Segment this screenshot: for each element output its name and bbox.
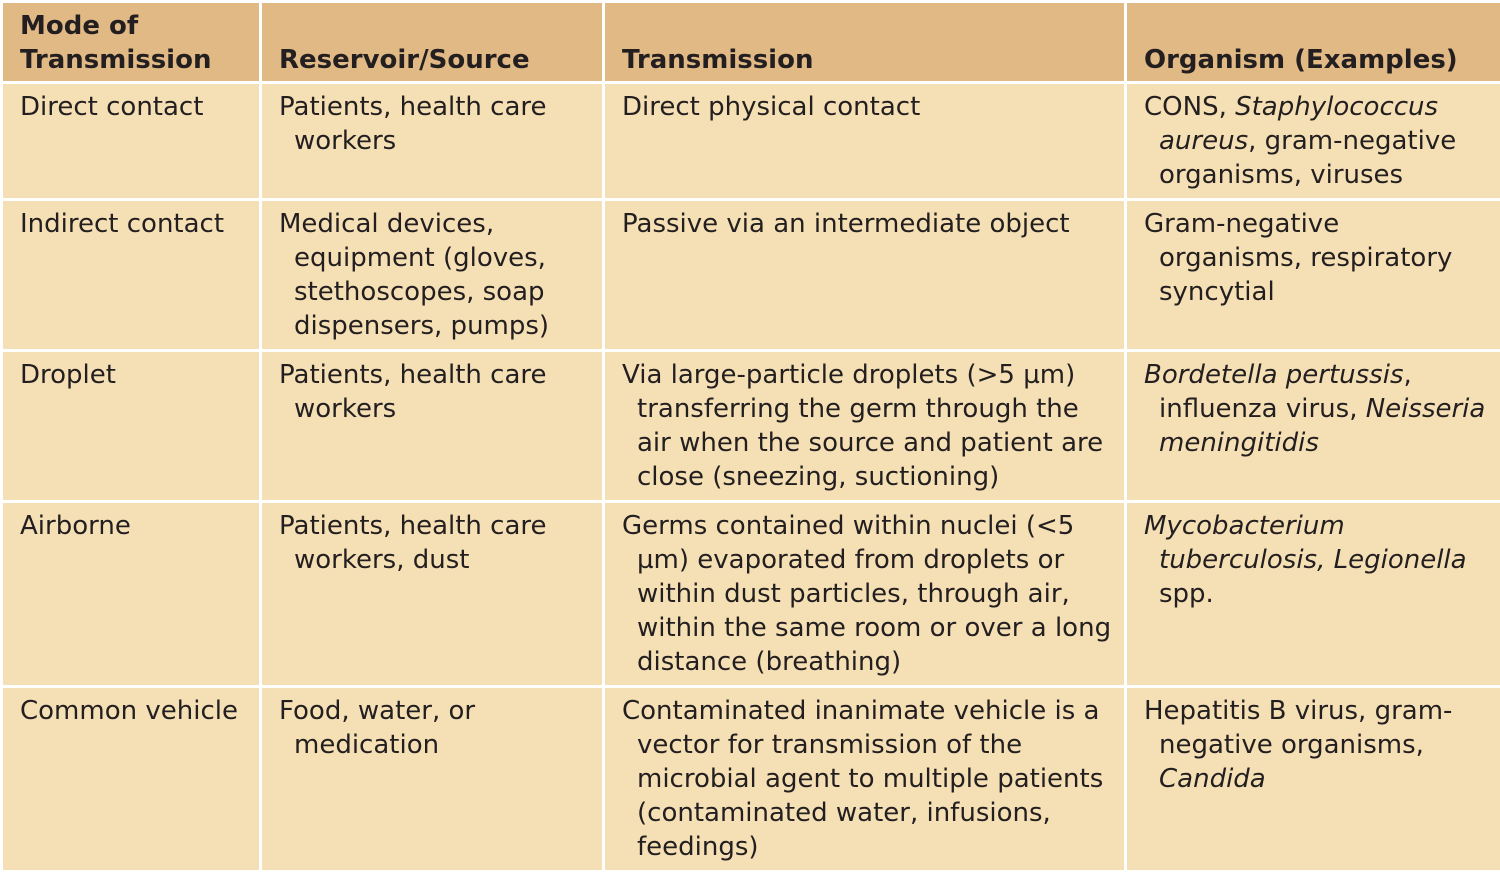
header-transmission: Transmission bbox=[604, 2, 1126, 83]
table-row bbox=[2, 687, 1500, 872]
cell-organism bbox=[1126, 502, 1500, 687]
organism-text: Bordetella pertussis bbox=[1144, 360, 1404, 390]
header-mode: Mode of Transmission bbox=[2, 2, 261, 83]
organism-text: Mycobacterium tuberculosis, Legionella bbox=[1144, 511, 1467, 575]
cell-transmission: Germs contained within nuclei (<5 µm) evaporated from droplets or within dust particles, through air, within the same room or over a long distance (breathing) bbox=[604, 502, 1126, 687]
cell-transmission: Contaminated inanimate vehicle is a vector for transmission of the microbial agent to multiple patients (contaminated water, infusions, feedings) bbox=[604, 687, 1126, 872]
cell-transmission: Direct physical contact bbox=[604, 83, 1126, 200]
cell-reservoir: Patients, health care workers bbox=[261, 83, 604, 200]
organism-text: Neisseria meningitidis bbox=[1159, 394, 1485, 458]
cell-mode: Direct contact bbox=[2, 83, 261, 200]
organism-text: Staphylococcus aureus bbox=[1159, 92, 1438, 156]
table-row bbox=[2, 200, 1500, 351]
header-reservoir: Reservoir/Source bbox=[261, 2, 604, 83]
cell-reservoir: Patients, health care workers, dust bbox=[261, 502, 604, 687]
cell-transmission: Via large-particle droplets (>5 µm) transferring the germ through the air when the source and patient are close (sneezing, suctioning) bbox=[604, 351, 1126, 502]
cell-organism bbox=[1126, 687, 1500, 872]
organism-text: , gram-negative organisms, viruses bbox=[1159, 126, 1456, 190]
organism-text: , influenza virus, bbox=[1159, 360, 1412, 424]
header-organism: Organism (Examples) bbox=[1126, 2, 1500, 83]
cell-reservoir: Medical devices, equipment (gloves, stethoscopes, soap dispensers, pumps) bbox=[261, 200, 604, 351]
organism-text: Hepatitis B virus, gram-negative organisms, bbox=[1144, 696, 1452, 760]
cell-organism bbox=[1126, 351, 1500, 502]
cell-mode: Droplet bbox=[2, 351, 261, 502]
cell-reservoir: Food, water, or medication bbox=[261, 687, 604, 872]
organism-text: Gram-negative organisms, respiratory syncytial bbox=[1144, 209, 1452, 307]
cell-organism bbox=[1126, 83, 1500, 200]
table-row bbox=[2, 502, 1500, 687]
organism-text: Candida bbox=[1159, 764, 1266, 794]
table-row bbox=[2, 83, 1500, 200]
organism-text: spp. bbox=[1159, 579, 1214, 609]
cell-organism bbox=[1126, 200, 1500, 351]
cell-mode: Airborne bbox=[2, 502, 261, 687]
cell-mode: Common vehicle bbox=[2, 687, 261, 872]
cell-transmission: Passive via an intermediate object bbox=[604, 200, 1126, 351]
organism-text: CONS, bbox=[1144, 92, 1235, 122]
table-row bbox=[2, 351, 1500, 502]
header-row bbox=[2, 2, 1500, 83]
cell-mode: Indirect contact bbox=[2, 200, 261, 351]
cell-reservoir: Patients, health care workers bbox=[261, 351, 604, 502]
